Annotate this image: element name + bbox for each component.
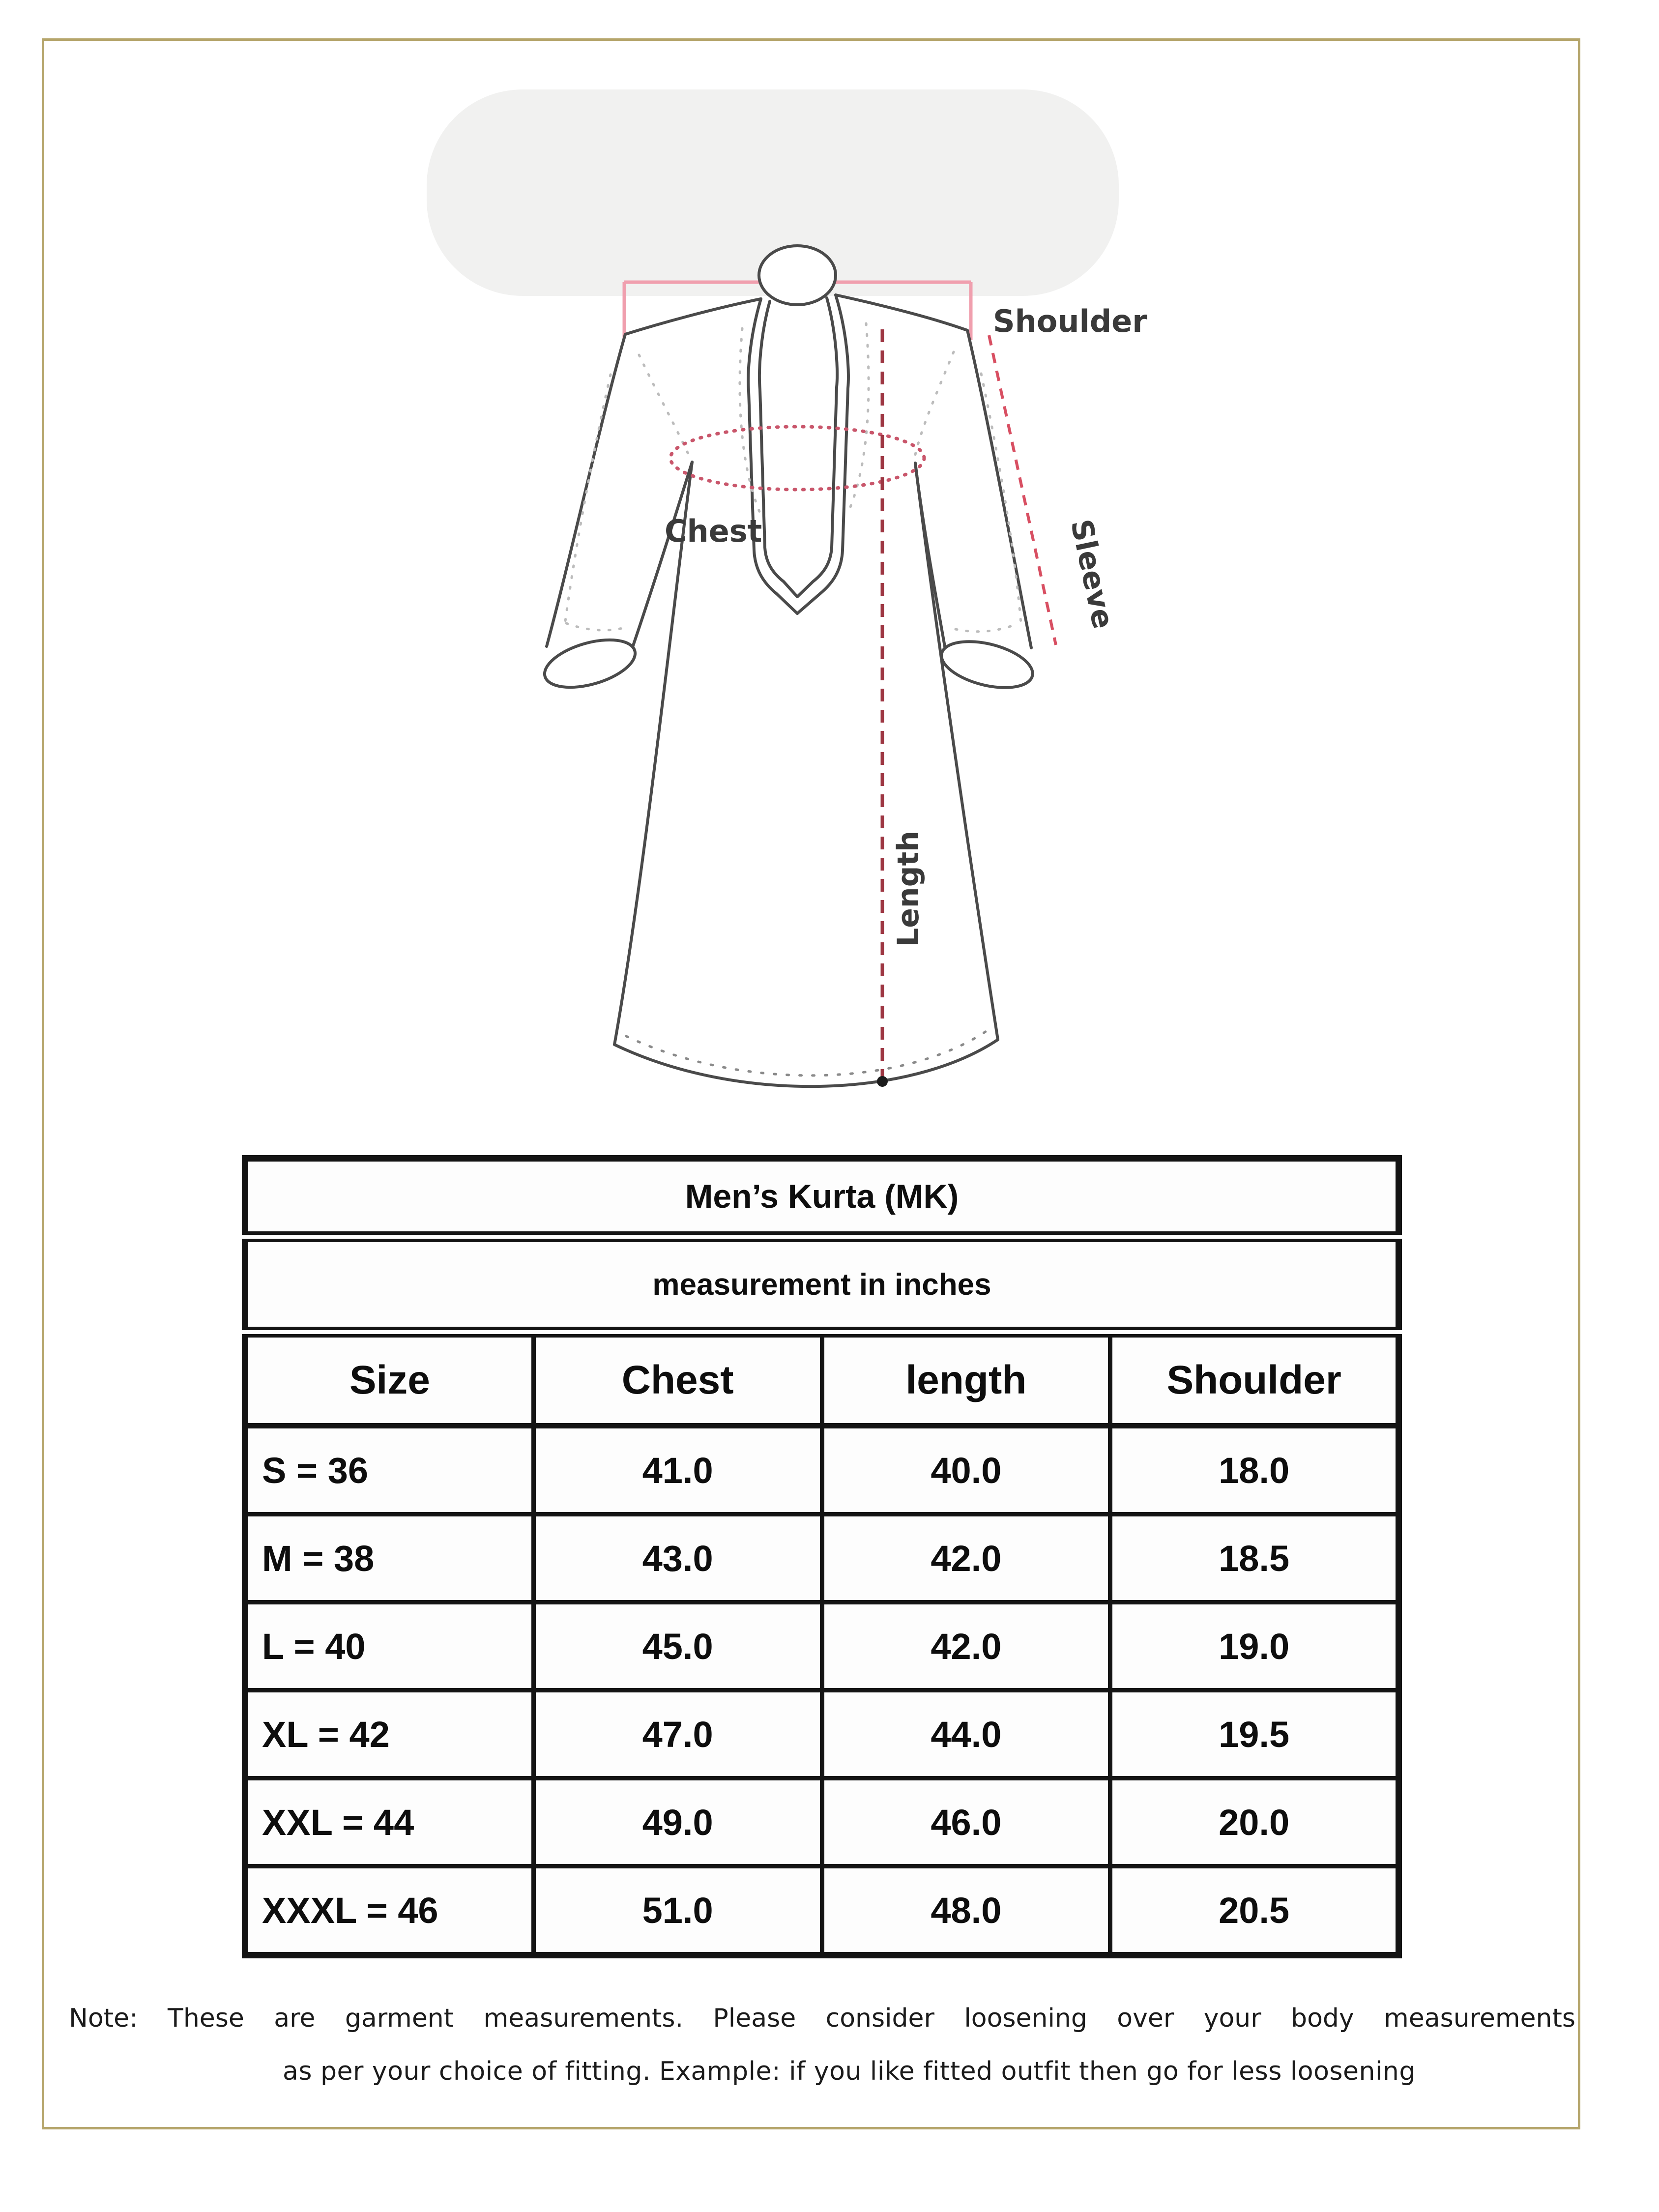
size-cell: S = 36 <box>245 1426 534 1514</box>
collar-placket-outline <box>748 295 848 613</box>
length-label: Length <box>891 831 926 947</box>
size-chart-table <box>242 1155 1402 1958</box>
chest-cell: 51.0 <box>533 1866 822 1955</box>
shoulder-cell: 18.0 <box>1110 1426 1399 1514</box>
shoulder-cell: 19.0 <box>1110 1602 1399 1690</box>
chest-cell: 47.0 <box>533 1690 822 1778</box>
seam-stitch-lines <box>564 323 1021 632</box>
table-row <box>245 1426 1399 1514</box>
length-line-end-marker <box>877 1076 888 1087</box>
neck-opening-outline <box>759 246 836 305</box>
size-cell: XXL = 44 <box>245 1778 534 1866</box>
length-cell: 48.0 <box>822 1866 1110 1955</box>
table-row <box>245 1602 1399 1690</box>
length-cell: 40.0 <box>822 1426 1110 1514</box>
table-title-row <box>245 1159 1399 1237</box>
kurta-diagram-svg <box>442 211 1278 1155</box>
shoulder-cell: 20.5 <box>1110 1866 1399 1955</box>
column-header-chest: Chest <box>533 1332 822 1426</box>
sleeve-label: Sleeve <box>1063 516 1121 632</box>
table-title: Men’s Kurta (MK) <box>245 1159 1399 1237</box>
column-header-size: Size <box>245 1332 534 1426</box>
left-cuff-outline <box>539 631 640 696</box>
body-outline <box>614 462 998 1086</box>
chest-cell: 49.0 <box>533 1778 822 1866</box>
length-cell: 42.0 <box>822 1602 1110 1690</box>
note-line-2: as per your choice of fitting. Example: if you like fitted outfit then go for less loosening <box>283 2057 1416 2086</box>
size-cell: M = 38 <box>245 1514 534 1602</box>
column-header-shoulder: Shoulder <box>1110 1332 1399 1426</box>
right-cuff-outline <box>937 633 1038 696</box>
shoulder-cell: 20.0 <box>1110 1778 1399 1866</box>
size-cell: XL = 42 <box>245 1690 534 1778</box>
shoulder-cell: 18.5 <box>1110 1514 1399 1602</box>
size-cell: XXXL = 46 <box>262 1890 438 1931</box>
note-line-1: Note: These are garment measurements. Please consider loosening over your body measurements <box>69 2004 1575 2033</box>
table-subtitle-row <box>245 1237 1399 1332</box>
length-cell: 46.0 <box>822 1778 1110 1866</box>
length-cell: 44.0 <box>822 1690 1110 1778</box>
length-cell: 42.0 <box>822 1514 1110 1602</box>
shoulder-cell: 19.5 <box>1110 1690 1399 1778</box>
column-header-length: length <box>822 1332 1110 1426</box>
shoulder-label: Shoulder <box>993 303 1147 339</box>
table-row <box>245 1866 1399 1955</box>
table-subtitle: measurement in inches <box>245 1237 1399 1332</box>
chest-cell: 41.0 <box>533 1426 822 1514</box>
kurta-measurement-diagram <box>442 211 1278 1155</box>
table-row <box>245 1514 1399 1602</box>
table-row <box>245 1690 1399 1778</box>
table-row <box>245 1778 1399 1866</box>
table-header-row <box>245 1332 1399 1426</box>
chest-cell: 43.0 <box>533 1514 822 1602</box>
chest-cell: 45.0 <box>533 1602 822 1690</box>
chest-label: Chest <box>665 513 762 549</box>
chest-measure-ellipse <box>670 427 924 490</box>
size-cell: L = 40 <box>245 1602 534 1690</box>
